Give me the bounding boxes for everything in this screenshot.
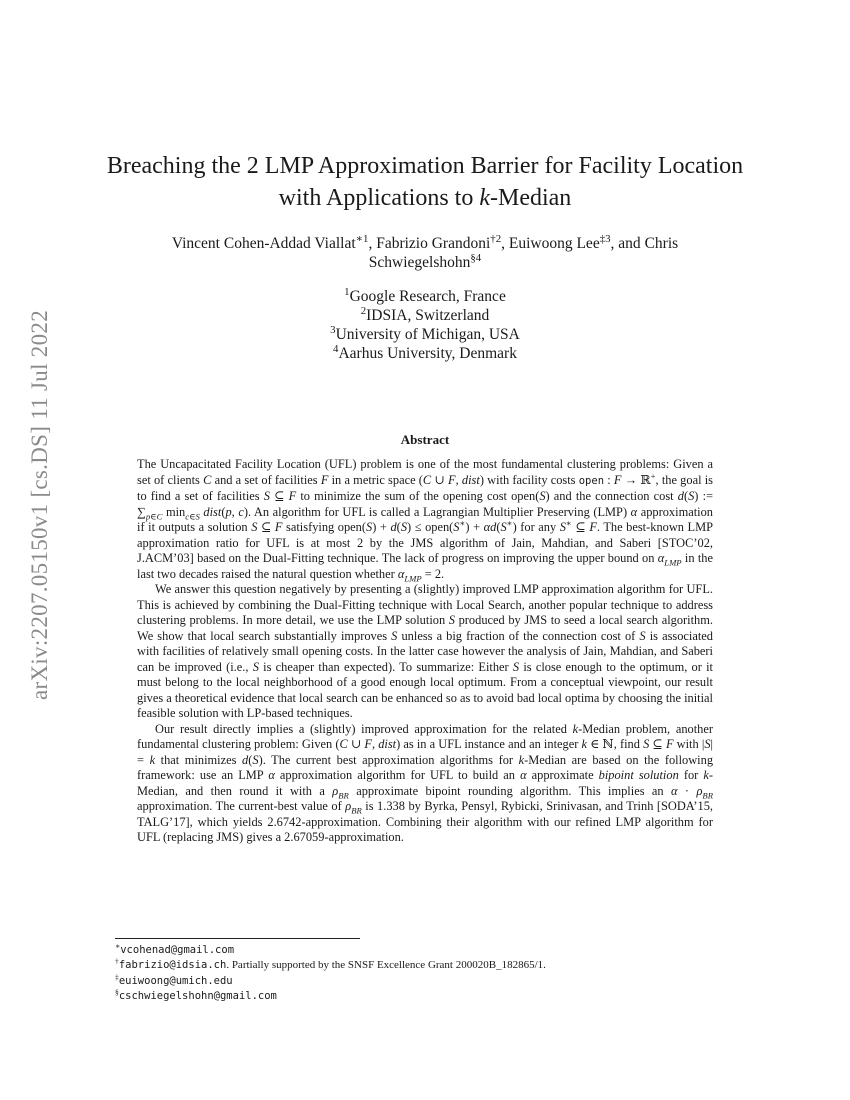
abstract-body — [137, 457, 713, 846]
title-line-2-suffix: -Median — [490, 185, 572, 211]
author-name: Euiwoong Lee — [508, 235, 600, 252]
affiliation-number: 1 — [344, 285, 350, 298]
footnote-mark: § — [115, 987, 119, 997]
affiliation-number: 4 — [333, 342, 339, 355]
author-name: Vincent Cohen-Addad Viallat — [171, 235, 356, 252]
affiliation-number: 2 — [360, 304, 367, 317]
arxiv-identifier-text: arXiv:2207.05150v1 [cs.DS] 11 Jul 2022 — [27, 309, 52, 701]
footnote — [115, 958, 735, 973]
affiliation-list — [200, 287, 650, 363]
footnote-note: . Partially supported by the SNSF Excellence Grant 200020B_182865/1. — [226, 959, 546, 972]
paper-title — [100, 150, 750, 214]
affiliation — [200, 287, 650, 306]
author-separator: , — [501, 235, 509, 252]
footnotes — [115, 943, 735, 1005]
title-line-2-prefix: with Applications to — [278, 185, 480, 211]
affiliation-text: Aarhus University, Denmark — [338, 345, 517, 362]
footnote-mark: ∗ — [115, 941, 121, 951]
abstract-heading: Abstract — [400, 432, 450, 447]
title-line-2 — [100, 182, 750, 214]
author-marks: †2 — [490, 232, 502, 245]
author-marks: ∗1 — [355, 232, 369, 245]
author-marks: ‡3 — [599, 232, 611, 245]
abstract-paragraph-1: The Uncapacitated Facility Location (UFL) problem is one of the most fundamental clustering problems: Given a set of clients C and a set of facilities F in a metric space (C ∪ F, dist) with facility costs open : F → ℝ+, the goal is to find a set of facilities S ⊆ F to minimize the sum of the opening cost open(S) and the connection cost d(S) := $\sum_{p\in C}$ $\min_{c\in S}$ dist(p, c). An algorithm for UFL is called a Lagrangian Multiplier Preserving (LMP) α approximation if it outputs a solution S ⊆ F satisfying open(S) + d(S) ≤ open(S∗) + αd(S∗) for any S∗ ⊆ F. The best-known LMP approximation ratio for UFL is at most 2 by the JMS algorithm of Jain, Mahdian, and Saberi [STOC’02, J.ACM’03] based on the Dual-Fitting technique. The lack of progress on improving the upper bound on $\alpha_{LMP}$ in the last two decades raised the natural question whether $\alpha_{LMP} = 2$. — [137, 457, 714, 583]
arxiv-identifier-stamp — [0, 0, 60, 1100]
abstract-paragraph-3: Our result directly implies a (slightly) improved approximation for the related k-Median problem, another fundamental clustering problem: Given (C ∪ F, dist) as in a UFL instance and an integer k ∈ ℕ, find S ⊆ F with |S| = k that minimizes d(S). The current best approximation algorithms for k-Median are based on the following framework: use an LMP α approximation algorithm for UFL to build an α approximate bipoint solution for k-Median, and then round it with a $\rho_{BR}$ approximate bipoint rounding algorithm. This implies an $\alpha \cdot \rho_{BR}$ approximation. The current-best value of $\rho_{BR}$ is 1.338 by Byrka, Pensyl, Rybicki, Srinivasan, and Trinh [SODA’15, TALG’17], which yields 2.6742-approximation. Combining their algorithm with our refined LMP algorithm for UFL (replacing JMS) gives a 2.67059-approximation. — [137, 721, 714, 844]
footnote-email[interactable]: euiwoong@umich.edu — [118, 974, 233, 987]
affiliation-text: IDSIA, Switzerland — [366, 307, 490, 324]
footnote-mark: ‡ — [115, 972, 119, 982]
affiliation-number: 3 — [330, 323, 336, 336]
author-marks: §4 — [470, 251, 482, 264]
author-list — [120, 234, 730, 272]
footnote-email[interactable]: cschwiegelshohn@gmail.com — [118, 990, 277, 1003]
footnote-divider — [115, 938, 360, 939]
footnote — [115, 974, 735, 989]
abstract-paragraph-2: We answer this question negatively by presenting a (slightly) improved LMP approximation algorithm for UFL. This is achieved by combining the Dual-Fitting technique with Local Search, another popular technique to address clustering problems. In more detail, we use the LMP solution S produced by JMS to seed a local search algorithm. We show that local search substantially improves S unless a big fraction of the connection cost of S is associated with facilities of relatively small opening costs. In the latter case however the analysis of Jain, Mahdian, and Saberi can be improved (i.e., S is cheaper than expected). To summarize: Either S is close enough to the optimum, or it must belong to the local neighborhood of a good enough local optimum. From a conceptual viewpoint, our result gives a theoretical evidence that local search can be enhanced so as to avoid bad local optima by choosing the initial feasible solution with LP-based techniques. — [137, 582, 713, 720]
footnote-email[interactable]: fabrizio@idsia.ch — [118, 959, 227, 972]
footnote — [115, 989, 735, 1004]
title-line-1: Breaching the 2 LMP Approximation Barrier for Facility Location — [106, 153, 744, 179]
affiliation — [200, 306, 650, 325]
author-separator: , — [368, 235, 377, 252]
author-name: Fabrizio Grandoni — [376, 235, 491, 252]
title-k-variable: k — [479, 185, 490, 211]
affiliation-text: Google Research, France — [349, 288, 506, 305]
affiliation-text: University of Michigan, USA — [335, 326, 520, 343]
footnote-email[interactable]: vcohenad@gmail.com — [120, 944, 235, 956]
footnote-mark: † — [115, 956, 119, 966]
footnote — [115, 943, 735, 958]
affiliation — [200, 325, 650, 344]
author-name: Chris Schwiegelshohn — [368, 235, 679, 271]
author-separator: , and — [610, 235, 645, 252]
affiliation — [200, 344, 650, 363]
